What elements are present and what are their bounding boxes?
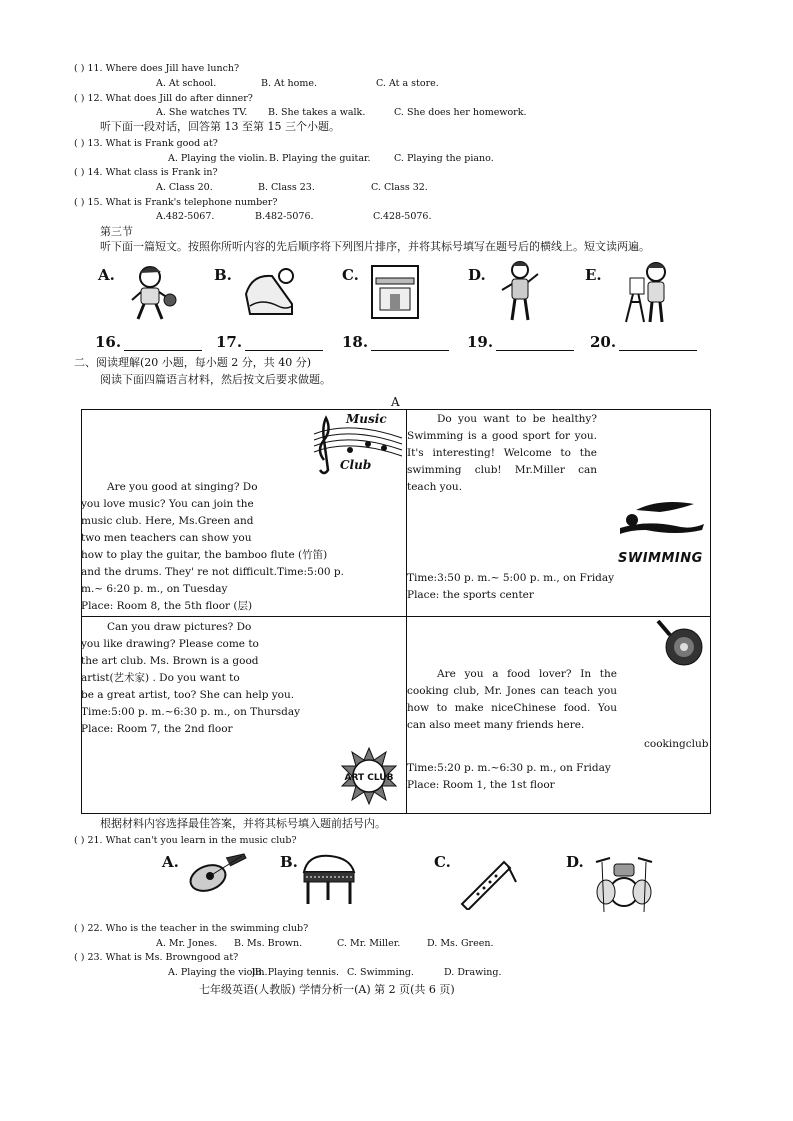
swimming-club-text: Do you want to be healthy?Swimming is a good sport for you. It's interesting! Welcome to the swimming club! Mr.Miller can teach you. [407,413,597,493]
frying-pan-icon [654,617,708,673]
art-line: Time:5:00 p. m.~6:30 p. m., on Thursday [81,706,301,718]
option-a[interactable]: A. Class 20. [156,182,213,193]
painter-boy-icon [622,260,674,328]
music-line: Are you good at singing? Do [107,481,258,493]
cooking-time: Time:5:20 p. m.~6:30 p. m., on Friday [407,762,611,774]
picture-label-d: D. [468,266,486,284]
question-11: ( ) 11. Where does Jill have lunch? [74,63,240,74]
music-line: and the drums. They' re not difficult.Time:5:00 p. [81,566,344,578]
option-b[interactable]: B. Playing the guitar. [269,153,371,164]
table-divider-horizontal [81,616,711,617]
art-club-text [81,619,300,738]
question-23: ( ) 23. What is Ms. Browngood at? [74,952,239,963]
option-a[interactable]: A.482-5067. [156,211,215,222]
art-line: be a great artist, too? She can help you. [81,689,295,701]
passage-label: A [391,395,400,409]
section3-instruction: 听下面一篇短文。按照你所听内容的先后顺序将下列图片排序，并将其标号填写在题号后的横线上。短文读两遍。 [100,240,650,253]
music-line: how to play the guitar, the bamboo flute (竹笛) [81,549,328,561]
music-club-text [81,479,344,615]
option-c[interactable]: C. At a store. [376,78,439,89]
art-line: the art club. Ms. Brown is a good [81,655,259,667]
music-line: m.~ 6:20 p. m., on Tuesday [81,583,228,595]
cooking-logo-text: cookingclub [644,738,709,750]
music-logo-subtitle: Club [340,458,372,472]
music-logo-title: Music [346,412,387,426]
building-icon [370,264,420,324]
art-line: Place: Room 7, the 2nd floor [81,723,233,735]
option-a[interactable]: A. Playing the violin. [168,153,268,164]
picture-label-c: C. [342,266,359,284]
option-b[interactable]: B. Class 23. [258,182,315,193]
blank-18[interactable]: 18. [342,333,449,351]
section3-title: 第三节 [100,225,133,238]
blank-19[interactable]: 19. [467,333,574,351]
music-line: Place: Room 8, the 5th floor (层) [81,600,253,612]
q21-option-b[interactable]: B. [280,853,298,871]
music-line: you love music? You can join the [81,498,254,510]
drum-kit-icon [592,852,656,918]
part2-title: 二、阅读理解(20 小题，每小题 2 分，共 40 分) [74,356,312,369]
question-15: ( ) 15. What is Frank's telephone number? [74,197,278,208]
art-line: artist(艺术家) . Do you want to [81,672,240,684]
cooking-club-text: Are you a food lover? In the cooking club, Mr. Jones can teach you how to make niceChinese food. You can also meet many friends here. [407,668,617,731]
page-footer: 七年级英语(人教版) 学情分析一(A) 第 2 页(共 6 页) [199,983,455,996]
swimming-logo-text: SWIMMING [618,551,703,566]
option-a[interactable]: A. She watches TV. [156,107,248,118]
art-line: Can you draw pictures? Do [107,621,252,633]
option-b[interactable]: B. At home. [261,78,318,89]
option-d[interactable]: D. Drawing. [444,967,502,978]
picture-label-b: B. [214,266,232,284]
question-22: ( ) 22. Who is the teacher in the swimming club? [74,923,309,934]
picture-label-a: A. [98,266,115,284]
question-14: ( ) 14. What class is Frank in? [74,167,218,178]
music-line: two men teachers can show you [81,532,252,544]
option-c[interactable]: C. Mr. Miller. [337,938,401,949]
cooking-place: Place: Room 1, the 1st floor [407,779,555,791]
swimmer-pool-icon [242,264,298,324]
option-a[interactable]: A. At school. [156,78,217,89]
music-club-logo-icon [310,410,406,482]
option-a[interactable]: A. Mr. Jones. [156,938,218,949]
part2-instruction: 阅读下面四篇语言材料，然后按文后要求做题。 [100,373,331,386]
guitar-icon [186,852,248,900]
singing-girl-icon [498,260,544,328]
option-a[interactable]: A. Playing the violin. [168,967,268,978]
option-c[interactable]: C. Class 32. [371,182,428,193]
option-b[interactable]: ]B. Playing tennis. [251,967,340,978]
option-b[interactable]: B. Ms. Brown. [234,938,303,949]
music-line: music club. Here, Ms.Green and [81,515,254,527]
option-c[interactable]: C. She does her homework. [394,107,527,118]
swimming-time: Time:3:50 p. m.~ 5:00 p. m., on Friday [407,572,615,584]
option-b[interactable]: B.482-5076. [255,211,314,222]
art-logo-text: ART CLUB [344,773,394,783]
question-12: ( ) 12. What does Jill do after dinner? [74,93,253,104]
instruction-13-15: 听下面一段对话，回答第 13 至第 15 三个小题。 [100,120,340,133]
option-c[interactable]: C.428-5076. [373,211,432,222]
question-13: ( ) 13. What is Frank good at? [74,138,218,149]
swimming-place: Place: the sports center [407,589,534,601]
piano-icon [300,850,358,912]
picture-label-e: E. [585,266,602,284]
art-line: you like drawing? Please come to [81,638,259,650]
basketball-boy-icon [128,264,178,326]
art-club-logo-icon [336,742,402,812]
option-d[interactable]: D. Ms. Green. [427,938,494,949]
q21-option-c[interactable]: C. [434,853,451,871]
q21-option-a[interactable]: A. [162,853,179,871]
blank-17[interactable]: 17. [216,333,323,351]
option-c[interactable]: C. Playing the piano. [394,153,494,164]
q21-option-d[interactable]: D. [566,853,584,871]
reading-instruction: 根据材料内容选择最佳答案，并将其标号填入题前括号内。 [100,817,386,830]
blank-20[interactable]: 20. [590,333,697,351]
bamboo-flute-icon [456,852,520,914]
question-21: ( ) 21. What can't you learn in the music club? [74,835,297,846]
option-c[interactable]: C. Swimming. [347,967,414,978]
blank-16[interactable]: 16. [95,333,202,351]
option-b[interactable]: B. She takes a walk. [268,107,366,118]
swimmer-icon [616,496,708,552]
